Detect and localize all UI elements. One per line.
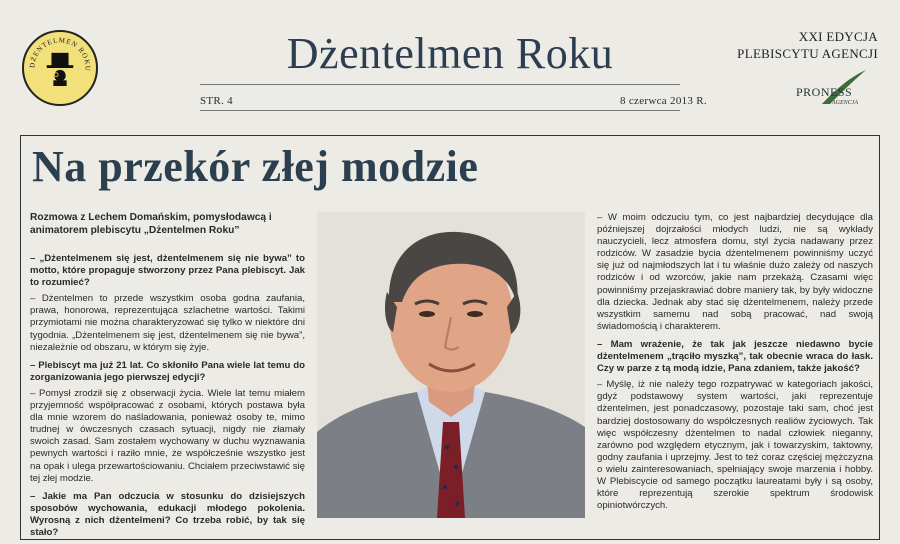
edition-info [737,28,878,62]
paragraph: – Myślę, iż nie należy tego rozpatrywać w kategoriach jakości, gdyż podstawowy system wartości, jaki reprezentuje dżentelmen, jest ponadczasowy, pozostaje taki sam, choć jest bardziej dostosowany do współczesnych realiów życiowych. Tak więc współczesny dżentelmen to nadal człowiek nieganny, zarówno pod względem etycznym, jak i towarzyskim, taktowny, godny zaufania i uprzejmy. Jest to też coraz częściej mężczyzna o wielu zainteresowaniach, spełniający swoje marzenia i hobby. W Plebiscycie od samego początku laureatami były i są osoby, które reprezentują szerokie spektrum środowisk opiniotwórczych. [597,379,873,512]
article-lede: Rozmowa z Lechem Domańskim, pomysłodawcą i animatorem plebiscytu „Dżentelmen Roku” [30,212,272,236]
paragraph: – Jakie ma Pan odczucia w stosunku do dzisiejszych sposobów wychowania, edukacji młodego pokolenia. Wyrosną z nich dżentelmeni? Co trzeba robić, by tak się stało? [30,490,305,538]
page-number: STR. 4 [200,95,233,107]
masthead-top-rule [200,84,680,85]
paragraph: – Mam wrażenie, że tak jak jeszcze niedawno bycie dżentelmenem „trąciło myszką”, tak obecnie wraca do łask. Czy w parze z tą modą idzie, Pana zdaniem, także jakość? [597,338,873,375]
portrait-photo [317,212,585,518]
article-headline: Na przekór złej modzie [32,142,479,191]
emblem-text: DŻENTELMEN ROKU [28,36,92,72]
paragraph: – Pomysł zrodził się z obserwacji życia. Wiele lat temu miałem przyjemność współpracować z osobami, których postawa była dla mnie wzorem do naśladowania, ponieważ osoby te, mimo trudnej w ówczesnych czasach sytuacji, nigdy nie złamały swoich zasad. Sam zostałem wychowany w duchu wyznawania pewnych wartości i raziło mnie, że współcześnie wszystko jest na opak i ulega przewartościowaniu. Chciałem przeciwstawić się tej złej modzie. [30,387,305,484]
proness-logo-text: PRONESS [796,85,853,99]
article-column-left [30,247,305,543]
paragraph: – Plebiscyt ma już 21 lat. Co skłoniło Pana wiele lat temu do zorganizowania jego pierwszej edycji? [30,359,305,383]
edition-line: XXI EDYCJA [798,29,878,44]
edition-line: PLEBISCYTU AGENCJI [737,46,878,61]
paragraph: – W moim odczuciu tym, co jest najbardziej decydujące dla późniejszej dojrzałości młodych ludzi, nie są wykłady nauczycieli, lecz atmosfera domu, styl życia nadawany przez rodziców. W zasadzie bycia dżentelmenem powinniśmy uczyć się już od najmłodszych lat i tu właśnie dużo zależy od naszych rodziców i od wzorców, jakie nam przekażą. Czasami więc powinniśmy przejaskrawiać dobre maniery tak, by były widoczne dla dziecka. Jednak aby stać się dżentelmenem, należy przede wszystkim samemu nad sobą pracować, nad swoją świadomością i charakterem. [597,212,873,332]
paragraph: – „Dżentelmenem się jest, dżentelmenem się nie bywa” to motto, które propaguje stworzony przez Pana plebiscyt. Jak to rozumieć? [30,253,305,289]
article-column-right [597,212,873,516]
proness-logo [792,68,872,108]
issue-date: 8 czerwca 2013 R. [620,95,707,107]
proness-logo-subtext: AGENCJA [832,100,858,106]
paragraph: – Dżentelmen to przede wszystkim osoba godna zaufania, prawa, honorowa, reprezentująca szlachetne wartości. Takimi przymiotami nie można charakteryzować się tylko w niektóre dni tygodnia. „Dżentelmenem się jest, dżentelmenem się nie bywa”, niezależnie od obszaru, w którym się żyje. [30,293,305,353]
masthead-title: Dżentelmen Roku [286,29,614,78]
masthead-bottom-rule [200,110,680,111]
